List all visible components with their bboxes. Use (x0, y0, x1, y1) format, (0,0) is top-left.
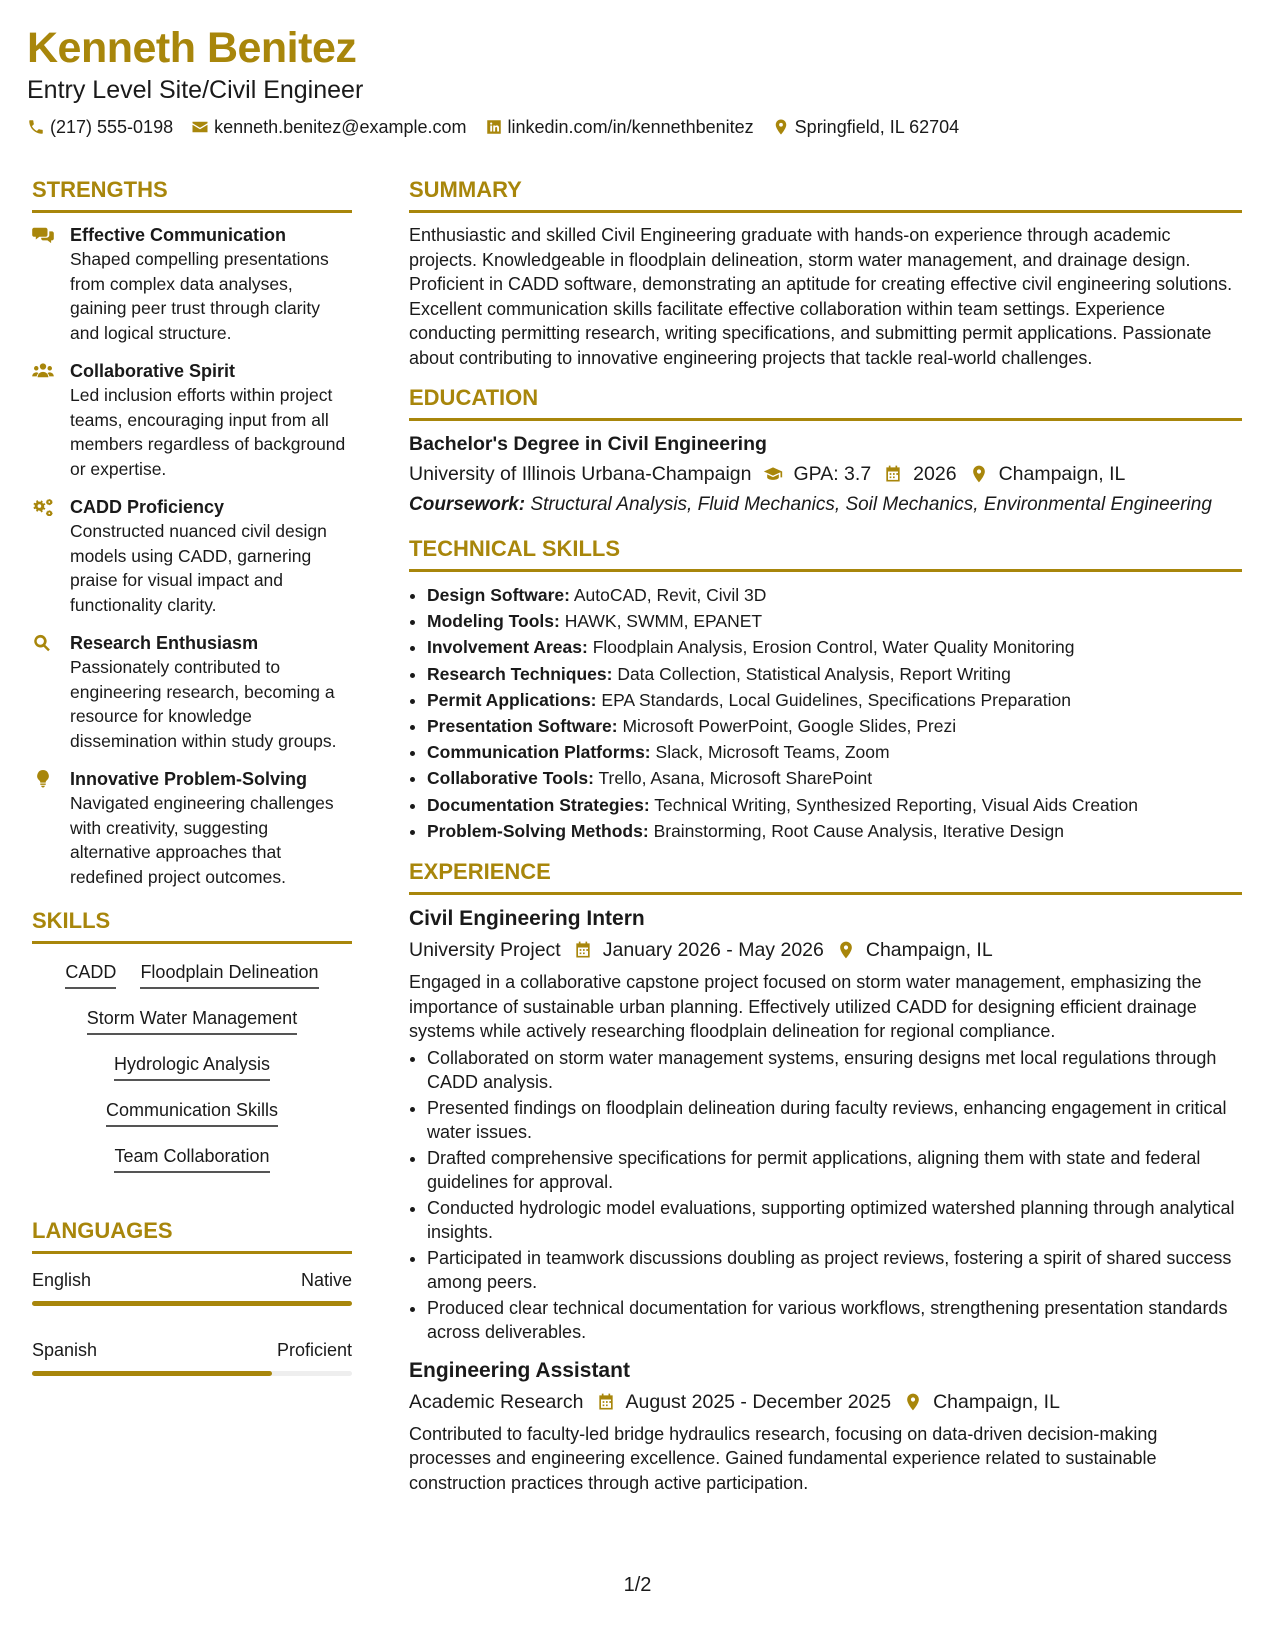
job-org: University Project (409, 939, 561, 962)
skill-tag: Hydrologic Analysis (114, 1052, 270, 1081)
skill-category: Problem-Solving Methods: (427, 820, 649, 841)
skill-values: HAWK, SWMM, EPANET (564, 611, 763, 632)
summary-text: Enthusiastic and skilled Civil Engineering graduate with hands-on experience through academic projects. Knowledgeable in floodplain delineation, storm water management, and drainage design. Proficient in CADD software, demonstrating an aptitude for creating effective civil engineering solutions. Excellent communication skills facilitate effective collaboration within team settings. Experience conducting permitting research, writing specifications, and submitting permit applications. Passionate about contributing to innovative engineering projects that tackle real-world challenges. (409, 225, 1233, 368)
languages-heading: LANGUAGES (32, 1217, 352, 1254)
skill-category: Collaborative Tools: (427, 768, 594, 789)
map-pin-icon (903, 1392, 923, 1412)
list-item (427, 582, 1242, 608)
map-pin-icon (836, 940, 856, 960)
contact-phone[interactable] (27, 116, 173, 138)
skills-section (32, 907, 352, 1173)
gears-icon (32, 498, 54, 516)
skill-category: Presentation Software: (427, 716, 618, 737)
contact-phone-text: (217) 555-0198 (50, 117, 174, 137)
list-item (427, 765, 1242, 791)
calendar-icon (883, 464, 903, 484)
skill-values: EPA Standards, Local Guidelines, Specifications Preparation (601, 689, 1071, 710)
contact-email[interactable] (191, 116, 466, 138)
lightbulb-icon (32, 770, 54, 788)
list-item: • Produced clear technical documentation for various workflows, strengthening presentation standards across deliverables. (427, 1296, 1242, 1345)
language-proficiency-fill (32, 1371, 272, 1376)
map-pin-icon (772, 118, 790, 136)
education-heading: EDUCATION (409, 384, 1242, 421)
skill-category: Design Software: (427, 585, 570, 605)
phone-icon (27, 118, 45, 136)
strength-item (32, 223, 352, 345)
graduation-cap-icon (763, 464, 783, 484)
strength-desc: Constructed nuanced civil design models using CADD, garnering praise for visual impact and functionality clarity. (70, 521, 327, 615)
job-title: Civil Engineering Intern (409, 907, 645, 931)
linkedin-icon (485, 118, 503, 136)
contact-bar (27, 116, 1247, 138)
skill-category: Permit Applications: (427, 689, 597, 710)
page-number: 1/2 (623, 1574, 652, 1596)
list-item: • Drafted comprehensive specifications for permit applications, aligning them with state and federal guidelines for approval. (427, 1146, 1242, 1195)
skill-values: Floodplain Analysis, Erosion Control, Water Quality Monitoring (592, 637, 1075, 658)
job-location: Champaign, IL (933, 1390, 1060, 1413)
list-item: • Participated in teamwork discussions doubling as project reviews, fostering a spirit of shared success among peers. (427, 1246, 1242, 1295)
skill-tag: Storm Water Management (87, 1006, 297, 1035)
skill-tag: Floodplain Delineation (140, 960, 318, 989)
strength-desc: Passionately contributed to engineering research, becoming a resource for knowledge dissemination within study groups. (70, 657, 337, 751)
strengths-section (32, 176, 352, 889)
list-item (427, 608, 1242, 634)
strength-title: CADD Proficiency (70, 497, 225, 517)
candidate-name: Kenneth Benitez (27, 24, 357, 72)
skills-heading: SKILLS (32, 907, 352, 944)
job-meta (409, 1388, 1242, 1416)
contact-linkedin-text: linkedin.com/in/kennethbenitez (507, 117, 754, 137)
language-level: Proficient (276, 1340, 352, 1360)
envelope-icon (191, 118, 209, 136)
strength-desc: Led inclusion efforts within project teams, encouraging input from all members regardless of background or expertise. (70, 385, 346, 479)
list-item (427, 818, 1242, 844)
contact-location-text: Springfield, IL 62704 (794, 117, 960, 137)
calendar-icon (573, 940, 593, 960)
strength-title: Effective Communication (70, 225, 287, 245)
list-item (427, 687, 1242, 713)
skill-category: Modeling Tools: (427, 611, 560, 632)
job-meta (409, 936, 1242, 964)
education-section (409, 384, 1242, 517)
skill-values: Data Collection, Statistical Analysis, Report Writing (617, 663, 1011, 684)
skill-tag: Communication Skills (106, 1098, 278, 1127)
strengths-heading: STRENGTHS (32, 176, 352, 213)
language-item (32, 1338, 352, 1376)
skill-category: Documentation Strategies: (427, 794, 650, 815)
technical-skills-heading: TECHNICAL SKILLS (409, 535, 1242, 572)
contact-linkedin[interactable] (485, 116, 754, 138)
job-dates: January 2026 - May 2026 (602, 939, 824, 962)
skill-values: Microsoft PowerPoint, Google Slides, Prezi (622, 716, 957, 737)
job-bullets (409, 1046, 1242, 1345)
list-item (427, 713, 1242, 739)
skill-category: Communication Platforms: (427, 742, 651, 763)
skill-category: Involvement Areas: (427, 637, 588, 658)
language-proficiency-fill (32, 1301, 352, 1306)
languages-section (32, 1217, 352, 1376)
job-entry (409, 905, 1242, 1345)
skill-values: AutoCAD, Revit, Civil 3D (573, 585, 767, 605)
list-item (427, 792, 1242, 818)
strength-desc: Shaped compelling presentations from complex data analyses, gaining peer trust through clarity and logical structure. (70, 249, 329, 343)
contact-email-text: kenneth.benitez@example.com (214, 117, 467, 137)
job-description: Contributed to faculty-led bridge hydraulics research, focusing on data-driven decision-making processes and engineering excellence. Gained fundamental experience related to sustainable construction practices through active participation. (409, 1423, 1158, 1493)
strength-title: Collaborative Spirit (70, 361, 236, 381)
comments-icon (32, 226, 54, 244)
job-title: Engineering Assistant (409, 1358, 630, 1382)
strength-desc: Navigated engineering challenges with creativity, suggesting alternative approaches that redefined project outcomes. (70, 793, 334, 887)
strength-title: Innovative Problem-Solving (70, 769, 308, 789)
school-name: University of Illinois Urbana-Champaign (409, 463, 752, 485)
education-meta (409, 460, 1242, 488)
calendar-icon (596, 1392, 616, 1412)
job-org: Academic Research (409, 1390, 584, 1413)
strength-item (32, 767, 352, 889)
strength-title: Research Enthusiasm (70, 633, 259, 653)
coursework-label: Coursework: (409, 494, 526, 515)
skill-values: Brainstorming, Root Cause Analysis, Iterative Design (653, 820, 1065, 841)
summary-section (409, 176, 1242, 370)
job-dates: August 2025 - December 2025 (625, 1390, 892, 1413)
graduation-year: 2026 (913, 463, 957, 485)
list-item: • Collaborated on storm water management systems, ensuring designs met local regulations through CADD analysis. (427, 1046, 1242, 1095)
left-column (32, 176, 352, 1394)
list-item: • Presented findings on floodplain delineation during faculty reviews, enhancing engagement in critical water issues. (427, 1096, 1242, 1145)
language-item (32, 1268, 352, 1306)
school-location: Champaign, IL (998, 463, 1126, 485)
skill-tag: CADD (65, 960, 116, 989)
strength-item (32, 495, 352, 617)
strength-item (32, 631, 352, 753)
contact-location (772, 116, 959, 138)
language-level: Native (300, 1270, 352, 1290)
skill-values: Technical Writing, Synthesized Reporting, Visual Aids Creation (654, 794, 1139, 815)
list-item (427, 634, 1242, 660)
coursework (409, 492, 1242, 517)
gpa-text: GPA: 3.7 (793, 463, 872, 485)
experience-section (409, 858, 1242, 1495)
language-proficiency-bar (32, 1301, 352, 1306)
list-item (427, 739, 1242, 765)
language-proficiency-bar (32, 1371, 352, 1376)
language-name: English (32, 1270, 92, 1290)
technical-skills-section (409, 535, 1242, 844)
search-icon (32, 634, 54, 652)
skill-values: Trello, Asana, Microsoft SharePoint (598, 768, 873, 789)
list-item (427, 661, 1242, 687)
right-column (409, 176, 1242, 1513)
skill-category: Research Techniques: (427, 663, 613, 684)
resume-header (27, 22, 1247, 138)
job-description: Engaged in a collaborative capstone project focused on storm water management, emphasizing the importance of sustainable urban planning. Effectively utilized CADD for designing efficient drainage systems while actively researching floodplain delineation for regional compliance. (409, 972, 1202, 1042)
skill-tag: Team Collaboration (114, 1144, 269, 1173)
list-item: • Conducted hydrologic model evaluations, supporting optimized watershed planning through analytical insights. (427, 1196, 1242, 1245)
technical-skills-list (409, 582, 1242, 844)
coursework-list: Structural Analysis, Fluid Mechanics, Soil Mechanics, Environmental Engineering (530, 494, 1212, 515)
map-pin-icon (969, 464, 989, 484)
skill-values: Slack, Microsoft Teams, Zoom (655, 742, 890, 763)
experience-heading: EXPERIENCE (409, 858, 1242, 895)
job-entry (409, 1357, 1242, 1496)
job-location: Champaign, IL (865, 939, 993, 962)
language-name: Spanish (32, 1340, 98, 1360)
candidate-title: Entry Level Site/Civil Engineer (27, 76, 364, 104)
users-icon (32, 362, 54, 380)
skills-list (32, 954, 352, 1173)
summary-heading: SUMMARY (409, 176, 1242, 213)
degree-title: Bachelor's Degree in Civil Engineering (409, 433, 767, 455)
strength-item (32, 359, 352, 481)
